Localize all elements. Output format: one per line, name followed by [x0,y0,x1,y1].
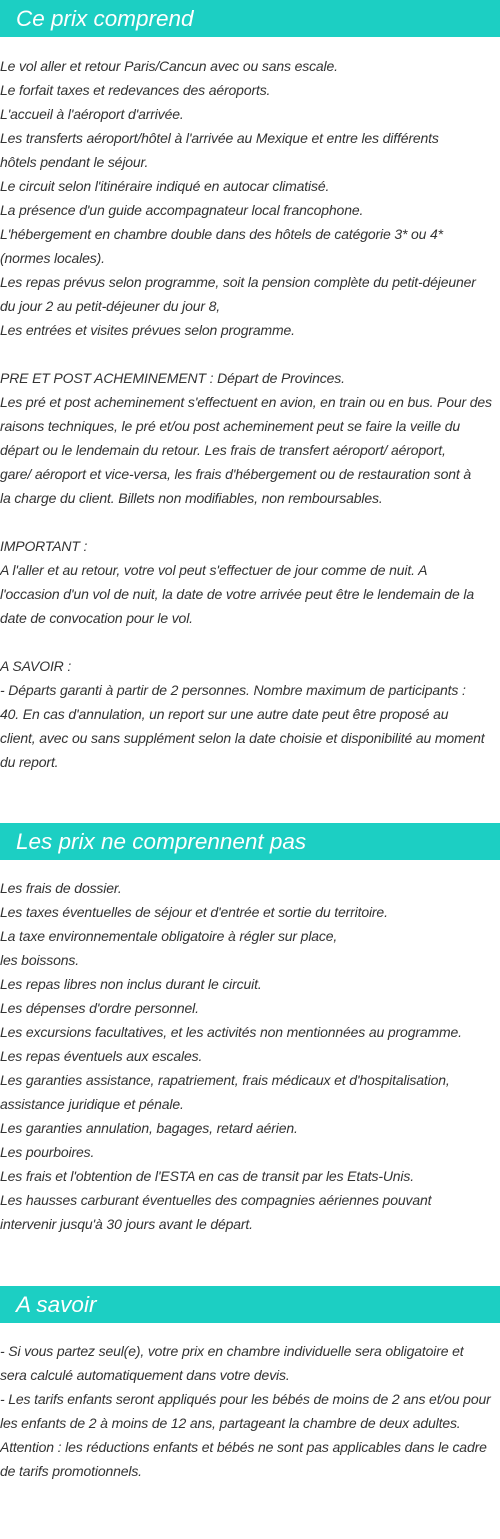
text-line: de tarifs promotionnels. [0,1463,142,1479]
text-line: La présence d'un guide accompagnateur local francophone. [0,202,364,218]
section-title: Les prix ne comprennent pas [16,829,307,854]
text-line: - Départs garanti à partir de 2 personnes. Nombre maximum de participants : [0,682,466,698]
text-line: - Les tarifs enfants seront appliqués pour les bébés de moins de 2 ans et/ou pour [0,1391,491,1407]
text-line: PRE ET POST ACHEMINEMENT : Départ de Provinces. [0,370,345,386]
text-line: La taxe environnementale obligatoire à régler sur place, [0,928,338,944]
text-line: intervenir jusqu'à 30 jours avant le départ. [0,1216,253,1232]
text-line: L'accueil à l'aéroport d'arrivée. [0,106,184,122]
section-header-not-included [0,823,500,860]
section-header-included [0,0,500,37]
text-line: du jour 2 au petit-déjeuner du jour 8, [0,298,221,314]
text-line: du report. [0,754,59,770]
text-line: Les frais et l'obtention de l'ESTA en cas de transit par les Etats-Unis. [0,1168,414,1184]
text-line: l'occasion d'un vol de nuit, la date de votre arrivée peut être le lendemain de la [0,586,475,602]
text-line: Les dépenses d'ordre personnel. [0,1000,199,1016]
section-header-a-savoir [0,1286,500,1323]
text-line: date de convocation pour le vol. [0,610,193,626]
section-title: A savoir [16,1292,97,1317]
text-line: les enfants de 2 à moins de 12 ans, partageant la chambre de deux adultes. [0,1415,461,1431]
text-line: Les repas libres non inclus durant le circuit. [0,976,262,992]
text-line: Les frais de dossier. [0,880,122,896]
text-line: IMPORTANT : [0,538,88,554]
blank-line [0,630,500,654]
text-line: Le forfait taxes et redevances des aéroports. [0,82,271,98]
text-line: Les repas prévus selon programme, soit la pension complète du petit-déjeuner [0,274,476,290]
text-line: assistance juridique et pénale. [0,1096,184,1112]
text-line: A SAVOIR : [0,658,72,674]
text-line: Les excursions facultatives, et les activités non mentionnées au programme. [0,1024,462,1040]
text-line: 40. En cas d'annulation, un report sur une autre date peut être proposé au [0,706,449,722]
text-line: client, avec ou sans supplément selon la date choisie et disponibilité au moment [0,730,485,746]
text-line: départ ou le lendemain du retour. Les frais de transfert aéroport/ aéroport, [0,442,446,458]
text-line: Les hausses carburant éventuelles des compagnies aériennes pouvant [0,1192,432,1208]
text-line: gare/ aéroport et vice-versa, les frais d'hébergement ou de restauration sont à [0,466,471,482]
text-line: Le vol aller et retour Paris/Cancun avec ou sans escale. [0,58,338,74]
text-line: A l'aller et au retour, votre vol peut s'effectuer de jour comme de nuit. A [0,562,428,578]
text-line: Les entrées et visites prévues selon programme. [0,322,295,338]
text-line: hôtels pendant le séjour. [0,154,149,170]
blank-line [0,342,500,366]
text-line: Les taxes éventuelles de séjour et d'entrée et sortie du territoire. [0,904,388,920]
section-body-not-included [0,876,500,1236]
text-line: Les garanties assistance, rapatriement, frais médicaux et d'hospitalisation, [0,1072,450,1088]
text-line: (normes locales). [0,250,105,266]
text-line: - Si vous partez seul(e), votre prix en chambre individuelle sera obligatoire et [0,1343,464,1359]
section-body-a-savoir [0,1339,500,1483]
text-line: raisons techniques, le pré et/ou post acheminement peut se faire la veille du [0,418,461,434]
text-line: Les repas éventuels aux escales. [0,1048,203,1064]
blank-line [0,510,500,534]
text-line: Les pourboires. [0,1144,95,1160]
text-line: Les pré et post acheminement s'effectuent en avion, en train ou en bus. Pour des [0,394,492,410]
text-line: L'hébergement en chambre double dans des hôtels de catégorie 3* ou 4* [0,226,443,242]
text-line: sera calculé automatiquement dans votre devis. [0,1367,290,1383]
section-title: Ce prix comprend [16,6,194,31]
text-line: Les garanties annulation, bagages, retard aérien. [0,1120,298,1136]
text-line: Attention : les réductions enfants et bébés ne sont pas applicables dans le cadre [0,1439,487,1455]
text-line: les boissons. [0,952,79,968]
text-line: Les transferts aéroport/hôtel à l'arrivée au Mexique et entre les différents [0,130,439,146]
text-line: Le circuit selon l'itinéraire indiqué en autocar climatisé. [0,178,330,194]
section-body-included [0,54,500,774]
text-line: la charge du client. Billets non modifiables, non remboursables. [0,490,383,506]
